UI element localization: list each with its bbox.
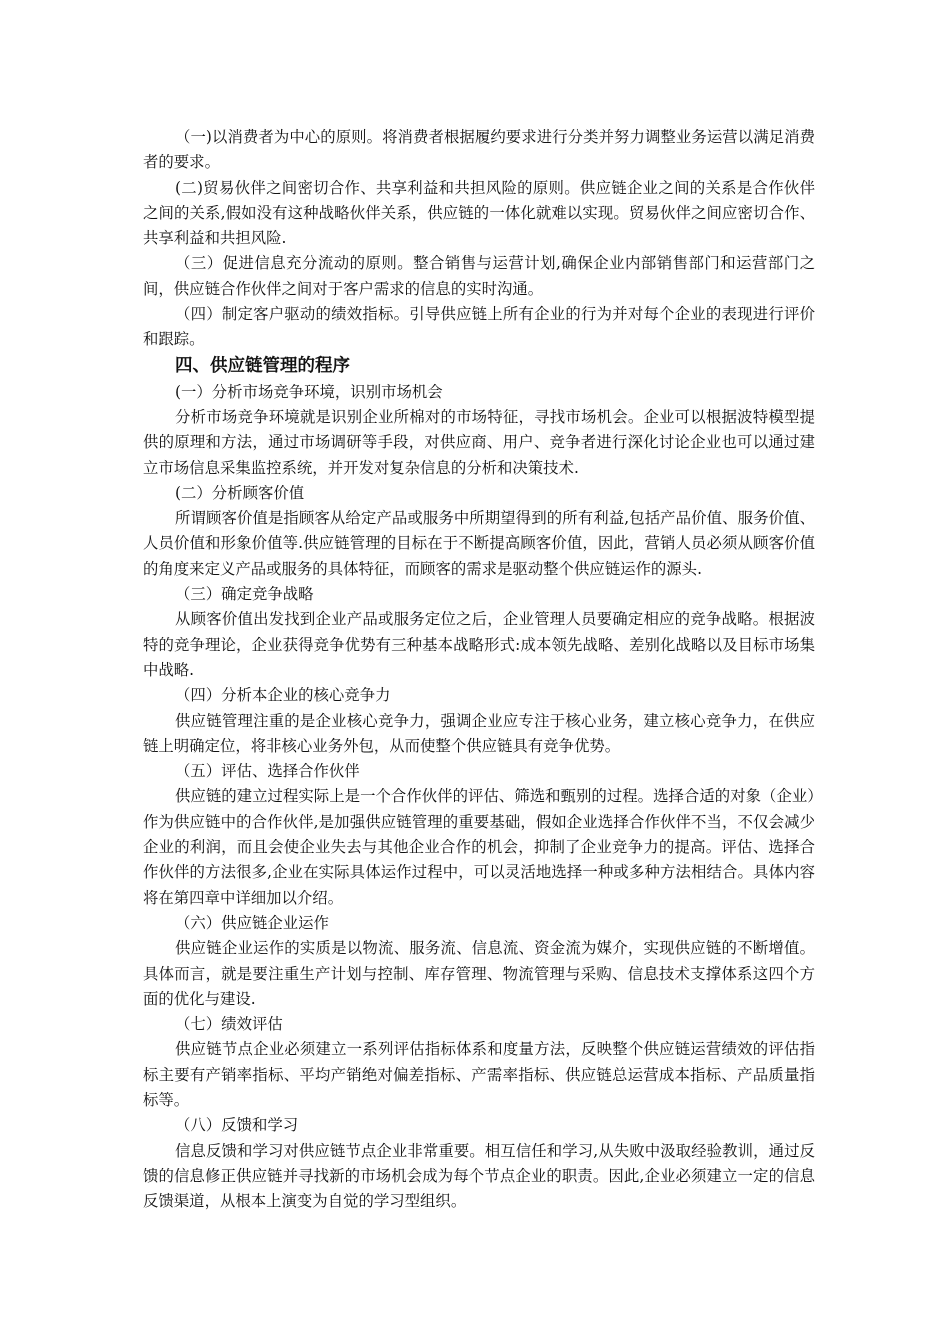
principle-paragraph-2: (二)贸易伙伴之间密切合作、共享利益和共担风险的原则。供应链企业之间的关系是合作伙伴之间的关系,假如没有这种战略伙伴关系，供应链的一体化就难以实现。贸易伙伴之间应密切合作、共享利益和共担风险. (143, 178, 815, 248)
principle-paragraph-3: （三）促进信息充分流动的原则。整合销售与运营计划,确保企业内部销售部门和运营部门之间，供应链合作伙伴之间对于客户需求的信息的实时沟通。 (143, 254, 815, 298)
body-paragraph-1: 分析市场竞争环境就是识别企业所棉对的市场特征，寻找市场机会。企业可以根据波特模型提供的原理和方法，通过市场调研等手段，对供应商、用户、竞争者进行深化讨论企业也可以通过建立市场信息采集监控系统，并开发对复杂信息的分析和决策技术. (143, 407, 815, 477)
body-paragraph-6: 供应链企业运作的实质是以物流、服务流、信息流、资金流为媒介，实现供应链的不断增值。具体而言，就是要注重生产计划与控制、库存管理、物流管理与采购、信息技术支撑体系这四个方面的优化与建设. (143, 939, 815, 1008)
subheading-5: （五）评估、选择合作伙伴 (175, 762, 360, 781)
subheading-6: （六）供应链企业运作 (175, 913, 329, 932)
subheading-2: (二）分析顾客价值 (175, 483, 305, 502)
body-paragraph-2: 所谓顾客价值是指顾客从给定产品或服务中所期望得到的所有利益,包括产品价值、服务价值、人员价值和形象价值等.供应链管理的目标在于不断提高顾客价值，因此，营销人员必须从顾客价值的角度来定义产品或服务的具体特征，而顾客的需求是驱动整个供应链运作的源头. (143, 509, 815, 578)
body-paragraph-8: 信息反馈和学习对供应链节点企业非常重要。相互信任和学习,从失败中汲取经验教训，通过反馈的信息修正供应链并寻找新的市场机会成为每个节点企业的职责。因此,企业必须建立一定的信息反馈渠道，从根本上演变为自觉的学习型组织。 (143, 1141, 815, 1211)
subheading-3: （三）确定竞争战略 (175, 585, 314, 604)
subheading-4: （四）分析本企业的核心竞争力 (175, 686, 391, 705)
subheading-1: (一）分析市场竞争环境，识别市场机会 (175, 382, 443, 401)
body-paragraph-3: 从顾客价值出发找到企业产品或服务定位之后，企业管理人员要确定相应的竞争战略。根据波特的竞争理论，企业获得竞争优势有三种基本战略形式:成本领先战略、差别化战略以及目标市场集中战略. (143, 610, 815, 679)
body-paragraph-5: 供应链的建立过程实际上是一个合作伙伴的评估、筛选和甄别的过程。选择合适的对象（企业）作为供应链中的合作伙伴,是加强供应链管理的重要基础，假如企业选择合作伙伴不当，不仅会减少企业的利润，而且会使企业失去与其他企业合作的机会，抑制了企业竞争力的提高。评估、选择合作伙伴的方法很多,企业在实际具体运作过程中，可以灵活地选择一种或多种方法相结合。具体内容将在第四章中详细加以介绍。 (143, 787, 815, 907)
principle-paragraph-1: （一)以消费者为中心的原则。将消费者根据履约要求进行分类并努力调整业务运营以满足消费者的要求。 (143, 128, 815, 172)
section-heading: 四、供应链管理的程序 (175, 355, 350, 376)
subheading-7: （七）绩效评估 (175, 1015, 283, 1034)
subheading-8: （八）反馈和学习 (175, 1116, 299, 1135)
document-body (143, 125, 815, 1214)
body-paragraph-7: 供应链节点企业必须建立一系列评估指标体系和度量方法，反映整个供应链运营绩效的评估指标主要有产销率指标、平均产销绝对偏差指标、产需率指标、供应链总运营成本指标、产品质量指标等。 (143, 1040, 815, 1109)
body-paragraph-4: 供应链管理注重的是企业核心竞争力，强调企业应专注于核心业务，建立核心竞争力，在供应链上明确定位，将非核心业务外包，从而使整个供应链具有竞争优势。 (143, 711, 815, 755)
principle-paragraph-4: （四）制定客户驱动的绩效指标。引导供应链上所有企业的行为并对每个企业的表现进行评价和跟踪。 (143, 305, 815, 349)
